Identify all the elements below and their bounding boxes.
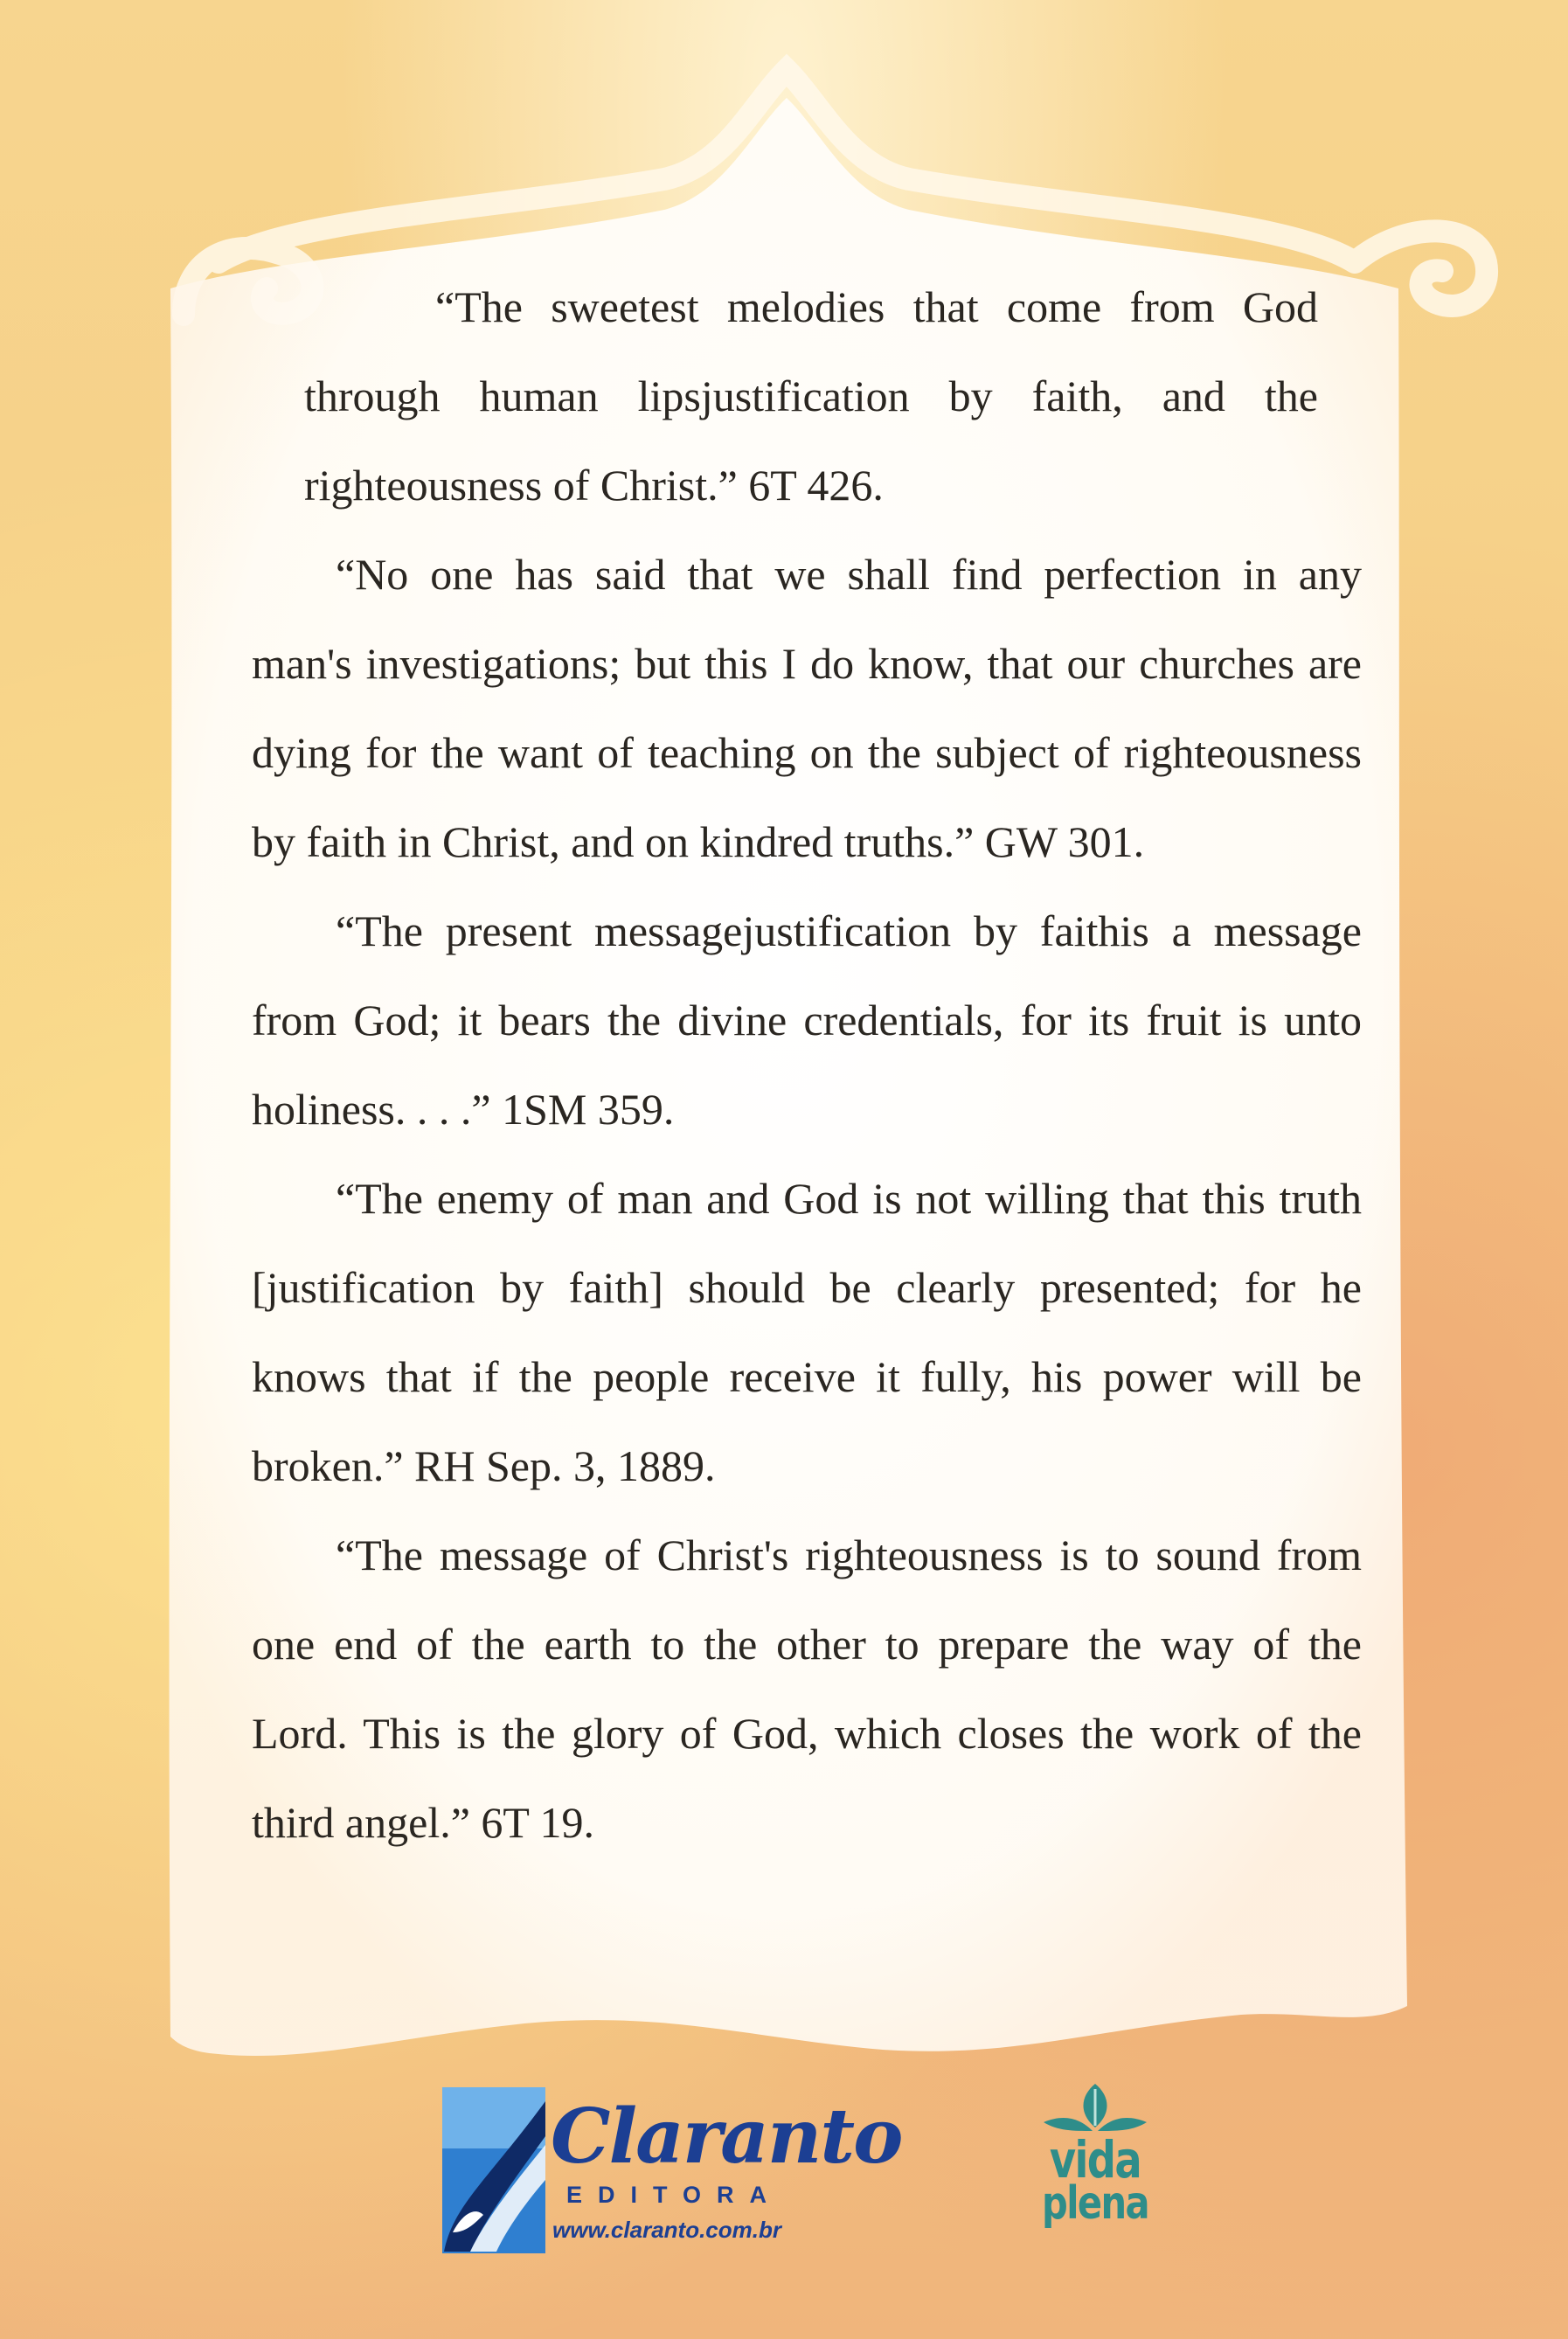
publisher-name: Claranto [551, 2093, 902, 2181]
imprint-word-vida: vida [1049, 2130, 1141, 2190]
quill-pen-icon [435, 2084, 553, 2259]
quote-1: “The sweetest melodies that come from God through human lipsjustification by faith, and the righteousness of Christ.” 6T 426. [304, 282, 1318, 510]
quote-5: “The message of Christ's righteousness is to sound from one end of the earth to the other to prepare the way of the Lord. This is the glory of God, which closes the work of the third angel.” 6T 19. [252, 1530, 1362, 1847]
claranto-logo [435, 2084, 902, 2267]
quote-4: “The enemy of man and God is not willing that this truth [justification by faith] should be clearly presented; for he knows that if the people receive it fully, his power will be broken.” RH Sep. 3, 1889. [252, 1174, 1362, 1490]
quotes-body [252, 262, 1362, 1867]
quote-2: “No one has said that we shall find perfection in any man's investigations; but this I do know, that our churches are dying for the want of teaching on the subject of righteousness by faith in Christ, and on kindred truths.” GW 301. [252, 550, 1362, 866]
publisher-subtitle: EDITORA [566, 2182, 783, 2208]
imprint-word-plena: plena [1042, 2177, 1148, 2230]
publisher-url: www.claranto.com.br [552, 2217, 781, 2243]
vida-plena-logo [1021, 2080, 1169, 2264]
quote-3: “The present messagejustification by faithis a message from God; it bears the divine credentials, for its fruit is unto holiness. . . .” 1SM 359. [252, 906, 1362, 1134]
